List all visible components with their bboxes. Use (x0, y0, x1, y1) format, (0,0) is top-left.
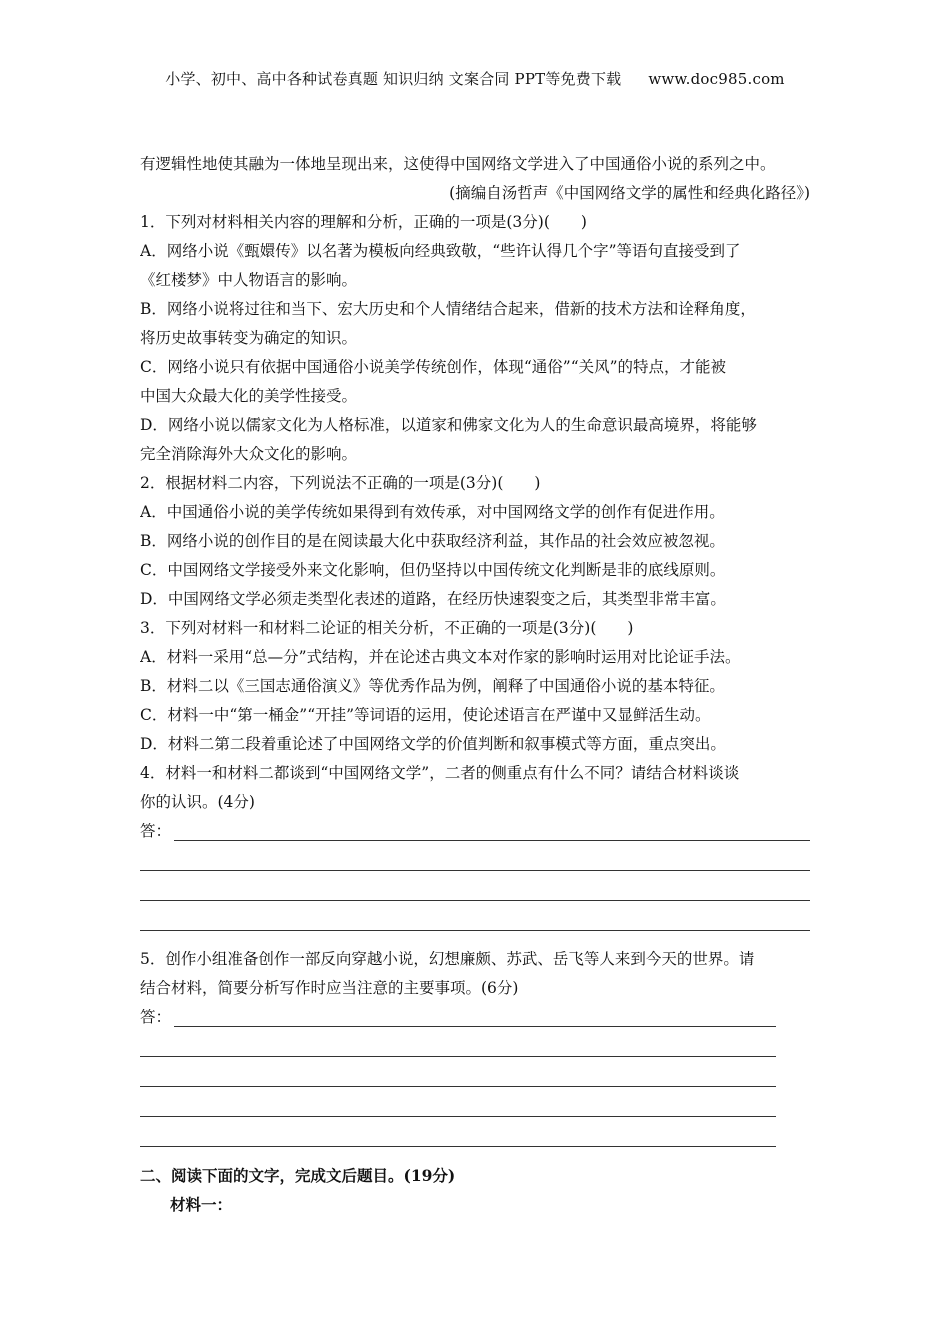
q2-option-d: D．中国网络文学必须走类型化表述的道路，在经历快速裂变之后，其类型非常丰富。 (140, 590, 726, 608)
passage-continuation: 有逻辑性地使其融为一体地呈现出来，这使得中国网络文学进入了中国通俗小说的系列之中。 (140, 155, 776, 173)
q2-stem: 2．根据材料二内容，下列说法不正确的一项是(3分)( ) (140, 474, 541, 492)
q5-answer-line[interactable] (140, 1033, 820, 1063)
section2-title: 二、阅读下面的文字，完成文后题目。(19分) (140, 1166, 456, 1185)
q1-option-d: D．网络小说以儒家文化为人格标准，以道家和佛家文化为人的生命意识最高境界，将能够 (140, 416, 757, 434)
q5-answer-line[interactable] (140, 1123, 820, 1153)
q3-option-c: C．材料一中“第一桶金”“开挂”等词语的运用，使论述语言在严谨中又显鲜活生动。 (140, 706, 711, 724)
page-header (0, 68, 950, 89)
q5-stem-cont: 结合材料，简要分析写作时应当注意的主要事项。(6分) (140, 979, 519, 997)
q5-answer-rule[interactable] (140, 1056, 776, 1057)
q3-option-d: D．材料二第二段着重论述了中国网络文学的价值判断和叙事模式等方面，重点突出。 (140, 735, 726, 753)
q5-answer-line[interactable] (140, 1063, 820, 1093)
q5-stem: 5．创作小组准备创作一部反向穿越小说，幻想廉颇、苏武、岳飞等人来到今天的世界。请 (140, 950, 755, 968)
exam-content (140, 150, 820, 1219)
q4-answer-line[interactable] (140, 877, 820, 907)
q5-answer-line[interactable] (140, 1093, 820, 1123)
q4-answer-label: 答： (140, 822, 172, 840)
q5-answer-rule[interactable] (140, 1146, 776, 1147)
q4-answer-rule[interactable] (140, 900, 810, 901)
q1-option-d-cont: 完全消除海外大众文化的影响。 (140, 445, 358, 463)
q4-answer-line[interactable] (140, 817, 820, 847)
q2-option-b: B．网络小说的创作目的是在阅读最大化中获取经济利益，其作品的社会效应被忽视。 (140, 532, 725, 550)
q5-answer-rule[interactable] (140, 1116, 776, 1117)
q1-stem: 1．下列对材料相关内容的理解和分析，正确的一项是(3分)( ) (140, 213, 587, 231)
q4-stem: 4．材料一和材料二都谈到“中国网络文学”，二者的侧重点有什么不同？请结合材料谈谈 (140, 764, 740, 782)
q3-stem: 3．下列对材料一和材料二论证的相关分析，不正确的一项是(3分)( ) (140, 619, 634, 637)
q4-answer-line[interactable] (140, 847, 820, 877)
q1-option-b: B．网络小说将过往和当下、宏大历史和个人情绪结合起来，借新的技术方法和诠释角度， (140, 300, 756, 318)
q2-option-a: A．中国通俗小说的美学传统如果得到有效传承，对中国网络文学的创作有促进作用。 (140, 503, 725, 521)
q4-answer-rule[interactable] (174, 840, 810, 841)
q5-answer-label: 答： (140, 1008, 172, 1026)
q5-answer-rule[interactable] (174, 1026, 776, 1027)
q3-option-b: B．材料二以《三国志通俗演义》等优秀作品为例，阐释了中国通俗小说的基本特征。 (140, 677, 725, 695)
q4-answer-line[interactable] (140, 907, 820, 937)
q1-option-a-cont: 《红楼梦》中人物语言的影响。 (140, 271, 358, 289)
q1-option-a: A．网络小说《甄嬛传》以名著为模板向经典致敬，“些许认得几个字”等语句直接受到了 (140, 242, 741, 260)
q1-option-c: C．网络小说只有依据中国通俗小说美学传统创作，体现“通俗”“关风”的特点，才能被 (140, 358, 727, 376)
q4-answer-rule[interactable] (140, 930, 810, 931)
header-url[interactable]: www.doc985.com (648, 70, 785, 88)
q5-answer-line[interactable] (140, 1003, 820, 1033)
passage-source: (摘编自汤哲声《中国网络文学的属性和经典化路径》) (449, 184, 810, 202)
q3-option-a: A．材料一采用“总—分”式结构，并在论述古典文本对作家的影响时运用对比论证手法。 (140, 648, 741, 666)
q4-answer-rule[interactable] (140, 870, 810, 871)
q1-option-b-cont: 将历史故事转变为确定的知识。 (140, 329, 358, 347)
q1-option-c-cont: 中国大众最大化的美学性接受。 (140, 387, 358, 405)
header-text: 小学、初中、高中各种试卷真题 知识归纳 文案合同 PPT等免费下载 (165, 70, 622, 88)
material-one-heading: 材料一： (170, 1195, 233, 1214)
q2-option-c: C．中国网络文学接受外来文化影响，但仍坚持以中国传统文化判断是非的底线原则。 (140, 561, 726, 579)
q5-answer-rule[interactable] (140, 1086, 776, 1087)
q4-stem-cont: 你的认识。(4分) (140, 793, 255, 811)
